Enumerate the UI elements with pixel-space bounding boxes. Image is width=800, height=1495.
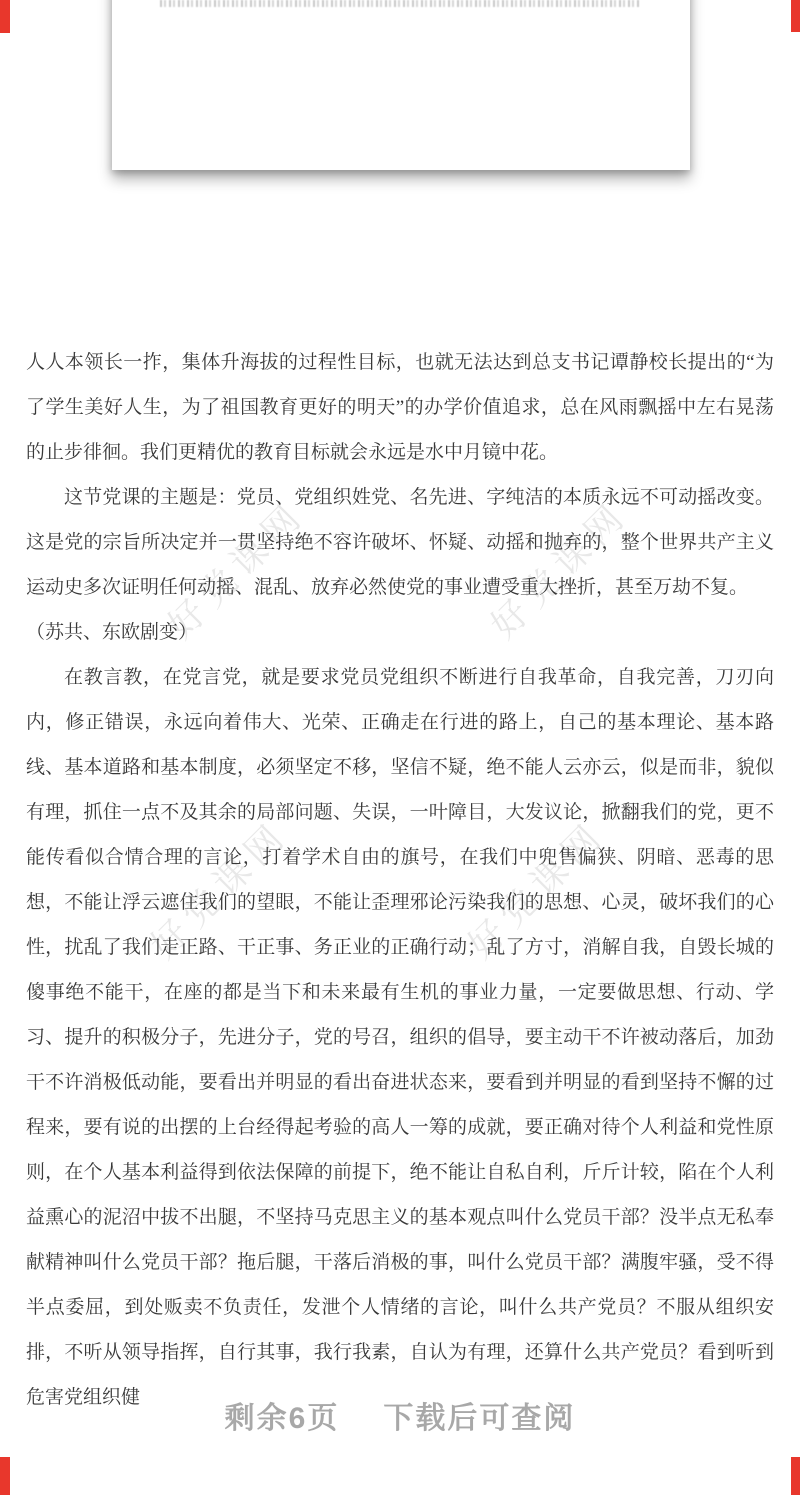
body-paragraph: 这节党课的主题是：党员、党组织姓党、名先进、字纯洁的本质永远不可动摇改变。这是党的宗旨所决定并一贯坚持绝不容许破坏、怀疑、动摇和抛弃的，整个世界共产主义运动史多次证明任何动摇、混乱、放弃必然使党的事业遭受重大挫折，甚至万劫不复。 (26, 487, 774, 598)
watermark-text: 好党课网 (160, 493, 314, 647)
previous-page-bottom-fragment (112, 0, 690, 170)
red-edge-accent-top-left (0, 0, 10, 33)
remaining-pages-notice (0, 1393, 800, 1437)
watermark-text: 好党课网 (143, 813, 297, 967)
red-edge-accent-bottom-left (0, 1457, 10, 1495)
download-hint: 下载后可查阅 (383, 1402, 576, 1435)
body-paragraph: 在教言教，在党言党，就是要求党员党组织不断进行自我革命，自我完善，刀刃向内，修正错误，永远向着伟大、光荣、正确走在行进的路上，自己的基本理论、基本路线、基本道路和基本制度，必须坚定不移，坚信不疑，绝不能人云亦云，似是而非，貌似有理，抓住一点不及其余的局部问题、失误，一叶障目，大发议论，掀翻我们的党，更不能传看似合情合理的言论，打着学术自由的旗号，在我们中兜售偏狭、阴暗、恶毒的思想，不能让浮云遮住我们的望眼，不能让歪理邪论污染我们的思想、心灵，破坏我们的心性，扰乱了我们走正路、干正事、务正业的正确行动；乱了方寸，消解自我，自毁长城的傻事绝不能干，在座的都是当下和未来最有生机的事业力量，一定要做思想、行动、学习、提升的积极分子，先进分子，党的号召，组织的倡导，要主动干不许被动落后，加劲干不许消极低动能，要看出并明显的看出奋进状态来，要看到并明显的看到坚持不懈的过程来，要有说的出摆的上台经得起考验的高人一筹的成就，要正确对待个人利益和党性原则，在个人基本利益得到依法保障的前提下，绝不能让自私自利，斤斤计较，陷在个人利益熏心的泥沼中拔不出腿，不坚持马克思主义的基本观点叫什么党员干部？没半点无私奉献精神叫什么党员干部？拖后腿，干落后消极的事，叫什么党员干部？满腹牢骚，受不得半点委屈，到处贩卖不负责任，发泄个人情绪的言论，叫什么共产党员？不服从组织安排，不听从领导指挥，自行其事，我行我素，自认为有理，还算什么共产党员？看到听到危害党组织健 (26, 667, 774, 1408)
remaining-pages-count: 剩余6页 (224, 1402, 340, 1435)
red-edge-accent-top-right (791, 0, 800, 32)
body-paragraph: （苏共、东欧剧变） (26, 622, 198, 643)
truncated-text-line (160, 0, 640, 7)
body-paragraph: 人人本领长一拃，集体升海拔的过程性目标，也就无法达到总支书记谭静校长提出的“为了学生美好人生，为了祖国教育更好的明天”的办学价值追求，总在风雨飘摇中左右晃荡的止步徘徊。我们更精优的教育目标就会永远是水中月镜中花。 (26, 352, 774, 463)
red-edge-accent-bottom-right (791, 1457, 800, 1495)
watermark-text: 好党课网 (483, 493, 637, 647)
watermark-text: 好党课网 (460, 813, 614, 967)
preview-scroll-area[interactable] (0, 340, 800, 1420)
